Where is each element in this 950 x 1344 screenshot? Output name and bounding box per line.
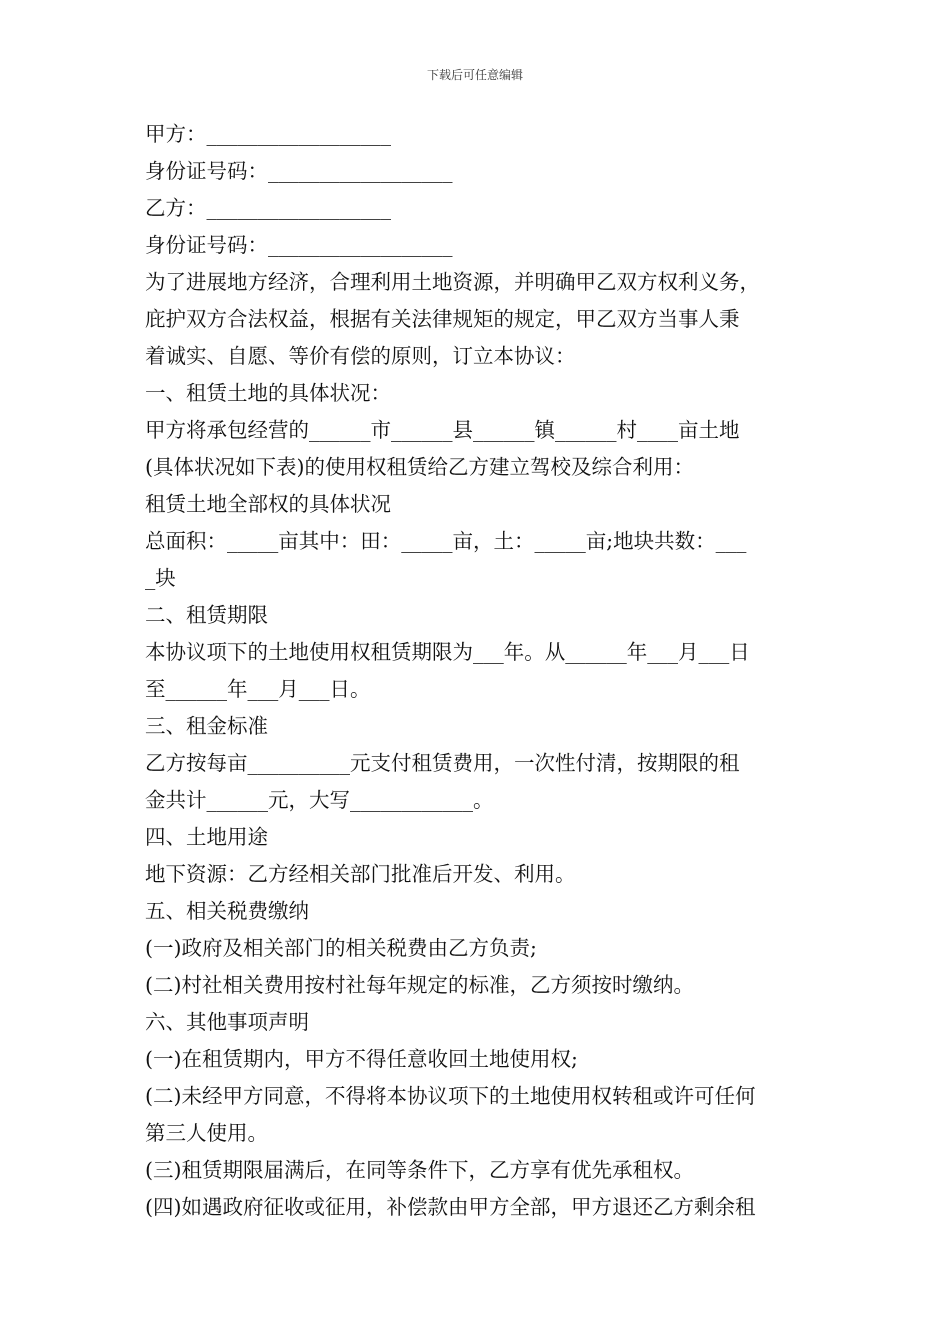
section-1-text-1: 甲方将承包经营的______市______县______镇______村____亩土地 <box>145 418 740 442</box>
section-4-heading: 四、土地用途 <box>145 825 268 849</box>
section-3-text-1: 乙方按每亩__________元支付租赁费用，一次性付清，按期限的租 <box>145 751 740 775</box>
section-1-heading: 一、租赁土地的具体状况： <box>145 381 391 405</box>
section-5-item-2: (二)村社相关费用按村社每年规定的标准，乙方须按时缴纳。 <box>145 973 694 997</box>
section-3-text-2: 金共计______元，大写____________。 <box>145 788 494 812</box>
party-b-id-line: 身份证号码：__________________ <box>145 233 453 257</box>
section-6-item-4: (四)如遇政府征收或征用，补偿款由甲方全部，甲方退还乙方剩余租 <box>145 1195 756 1219</box>
section-1-text-2: (具体状况如下表)的使用权租赁给乙方建立驾校及综合利用： <box>145 455 694 479</box>
section-1-text-3: 租赁土地全部权的具体状况 <box>145 492 391 516</box>
section-2-heading: 二、租赁期限 <box>145 603 268 627</box>
section-2-text-2: 至______年___月___日。 <box>145 677 371 701</box>
section-6-item-3: (三)租赁期限届满后，在同等条件下，乙方享有优先承租权。 <box>145 1158 694 1182</box>
section-1-text-4: 总面积：_____亩其中：田：_____亩，土：_____亩;地块共数：___ <box>145 529 747 553</box>
section-6-item-1: (一)在租赁期内，甲方不得任意收回土地使用权; <box>145 1047 578 1071</box>
party-a-line: 甲方：__________________ <box>145 122 391 146</box>
section-1-text-5: _块 <box>145 566 176 590</box>
section-4-text-1: 地下资源：乙方经相关部门批准后开发、利用。 <box>145 862 576 886</box>
preamble-line-3: 着诚实、自愿、等价有偿的原则，订立本协议： <box>145 344 576 368</box>
section-3-heading: 三、租金标准 <box>145 714 268 738</box>
document-body <box>145 116 815 1226</box>
preamble-line-1: 为了进展地方经济，合理利用土地资源，并明确甲乙双方权利义务， <box>145 270 760 294</box>
page-header: 下载后可任意编辑 <box>426 68 523 82</box>
section-6-item-2: (二)未经甲方同意，不得将本协议项下的土地使用权转租或许可任何 <box>145 1084 756 1108</box>
party-b-line: 乙方：__________________ <box>145 196 391 220</box>
section-6-item-2-cont: 第三人使用。 <box>145 1121 268 1145</box>
preamble-line-2: 庇护双方合法权益，根据有关法律规矩的规定，甲乙双方当事人秉 <box>145 307 740 331</box>
section-6-heading: 六、其他事项声明 <box>145 1010 309 1034</box>
section-2-text-1: 本协议项下的土地使用权租赁期限为___年。从______年___月___日 <box>145 640 750 664</box>
section-5-item-1: (一)政府及相关部门的相关税费由乙方负责; <box>145 936 537 960</box>
party-a-id-line: 身份证号码：__________________ <box>145 159 453 183</box>
section-5-heading: 五、相关税费缴纳 <box>145 899 309 923</box>
